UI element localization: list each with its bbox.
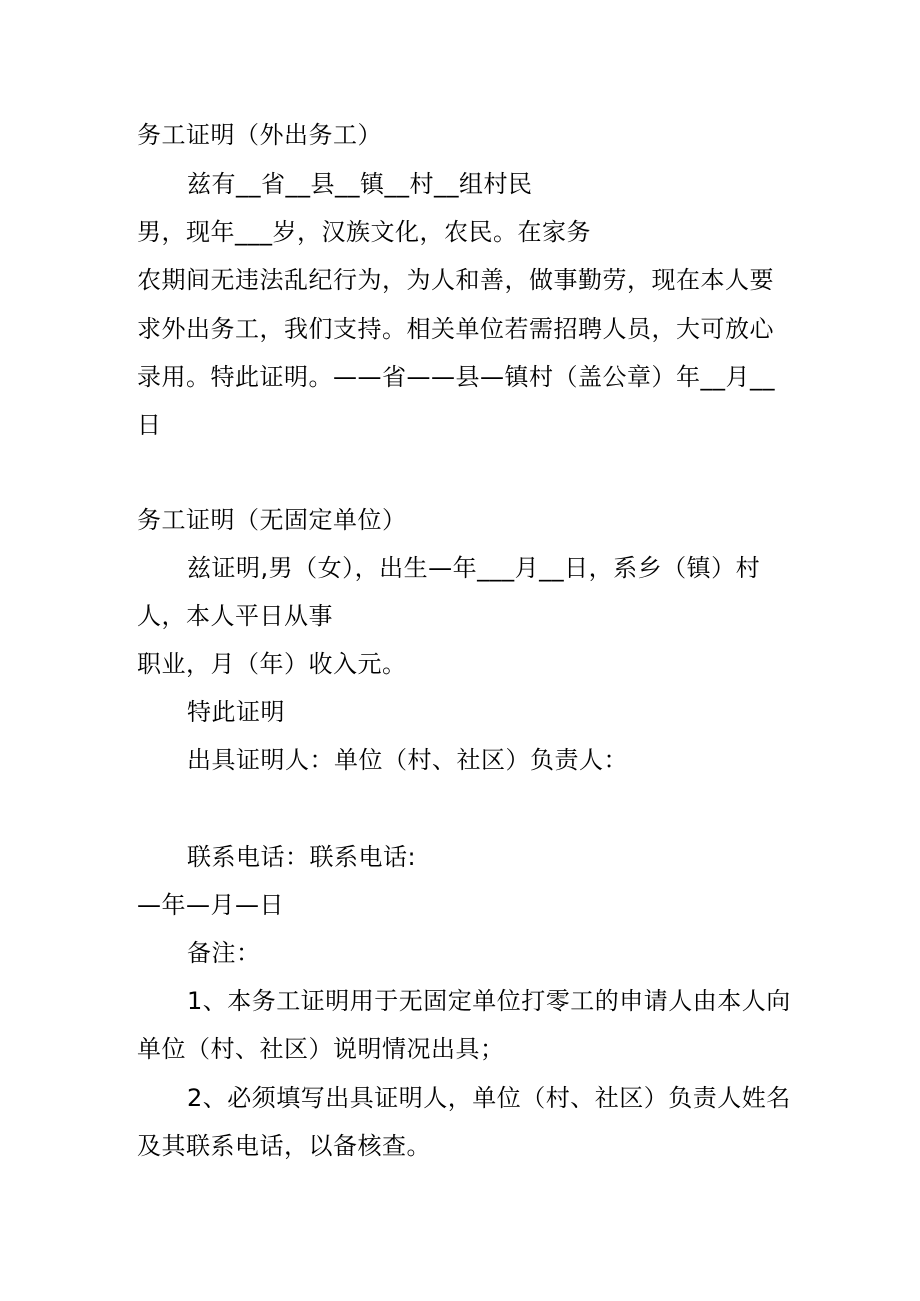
section2-line3: 职业，月（年）收入元。 — [137, 650, 407, 678]
section1-title: 务工证明（外出务工） — [137, 121, 382, 149]
section1-line2: 男，现年___岁，汉族文化，农民。在家务 — [137, 218, 591, 246]
note1-line2: 单位（村、社区）说明情况出具； — [137, 1035, 505, 1063]
note-label: 备注： — [187, 939, 261, 967]
section2-line4: 特此证明 — [187, 698, 285, 726]
note2-line2: 及其联系电话，以备核查。 — [137, 1132, 431, 1160]
section1-line5: 录用。特此证明。——省——县—镇村（盖公章）年__月__ — [137, 363, 775, 391]
section2-title: 务工证明（无固定单位） — [137, 506, 407, 534]
section1-line6: 日 — [137, 411, 162, 439]
section1-line4: 求外出务工，我们支持。相关单位若需招聘人员，大可放心 — [137, 315, 774, 343]
section1-line1: 兹有__省__县__镇__村__组村民 — [187, 170, 533, 198]
section2-line6: 联系电话：联系电话: — [187, 843, 417, 871]
note2-line1: 2、必须填写出具证明人，单位（村、社区）负责人姓名 — [187, 1084, 791, 1112]
section2-line2: 人，本人平日从事 — [137, 602, 333, 630]
section2-line5: 出具证明人：单位（村、社区）负责人： — [187, 746, 628, 774]
note1-line1: 1、本务工证明用于无固定单位打零工的申请人由本人向 — [187, 987, 791, 1015]
section2-line7: —年—月—日 — [137, 891, 284, 919]
section2-line1: 兹证明,男（女），出生—年___月__日，系乡（镇）村 — [187, 554, 761, 582]
section1-line3: 农期间无违法乱纪行为，为人和善，做事勤劳，现在本人要 — [137, 266, 774, 294]
